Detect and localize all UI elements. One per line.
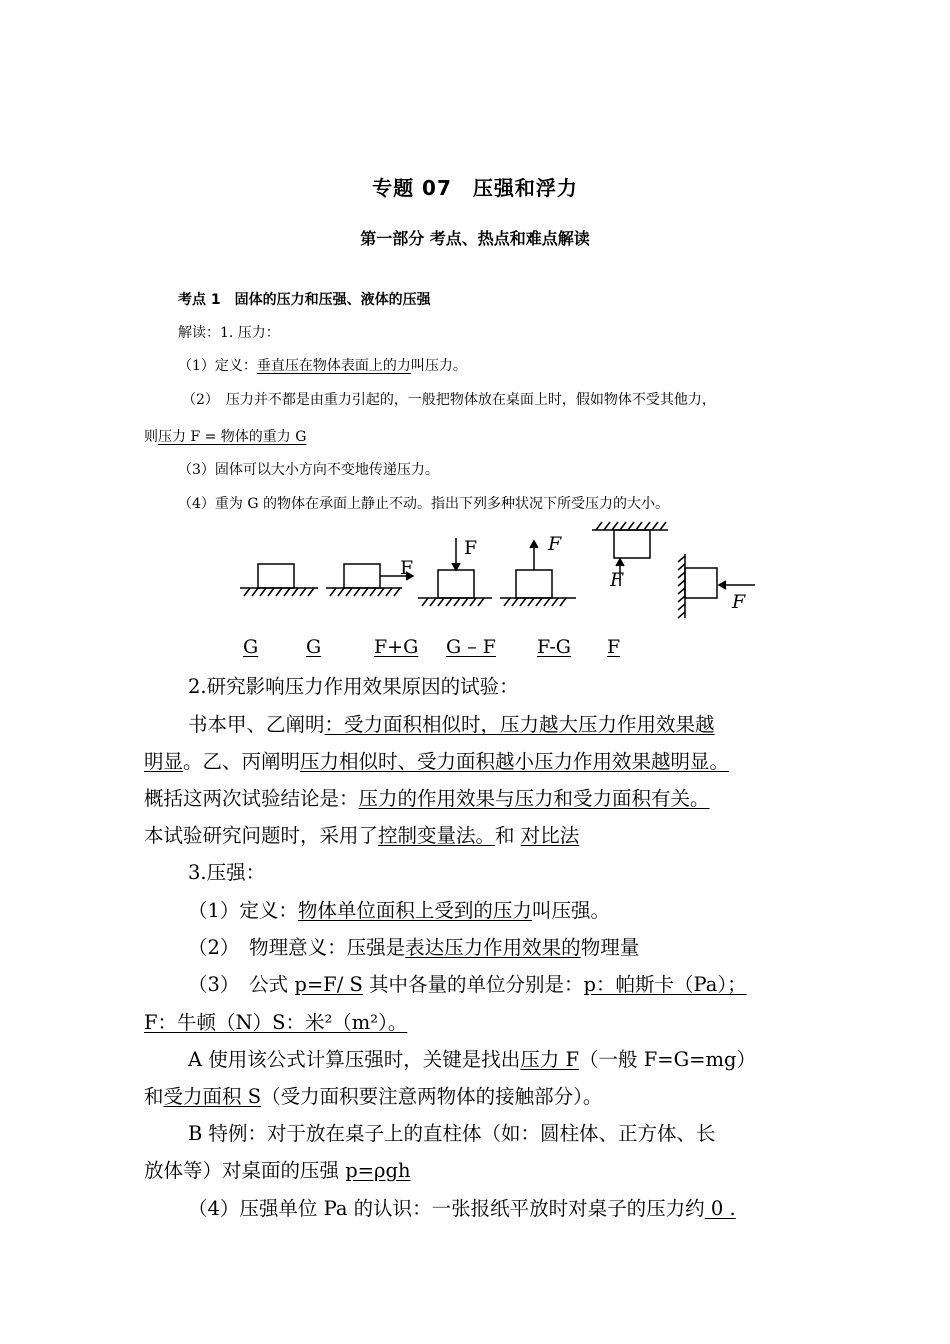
answer: F-G: [537, 636, 571, 658]
section-2-line: 本试验研究问题时，采用了控制变量法。和 对比法: [144, 824, 580, 847]
jiedu-line: 解读：1. 压力：: [178, 325, 280, 341]
force-diagrams: [230, 518, 770, 628]
answer: F: [607, 636, 621, 658]
paragraph-2: （2） 压力并不都是由重力引起的，一般把物体放在桌面上时，假如物体不受其他力，: [182, 392, 716, 408]
force-label: F: [548, 533, 562, 555]
section-3-line: B 特例：对于放在桌子上的直柱体（如：圆柱体、正方体、长: [188, 1122, 716, 1145]
answer: F+G: [374, 636, 419, 658]
kaodian-heading: 考点 1 固体的压力和压强、液体的压强: [178, 292, 431, 308]
answer: G – F: [446, 636, 496, 658]
section-3-line: 和受力面积 S（受力面积要注意两物体的接触部分）。: [144, 1085, 603, 1108]
paragraph-4: （4）重为 G 的物体在承面上静止不动。指出下列多种状况下所受压力的大小。: [178, 496, 669, 512]
section-3-line: 放体等）对桌面的压强 p=ρgh: [144, 1159, 411, 1182]
section-2-heading: 2.研究影响压力作用效果原因的试验：: [188, 675, 519, 698]
paragraph-3: （3）固体可以大小方向不变地传递压力。: [178, 462, 439, 478]
force-label: F: [400, 557, 414, 579]
force-label: F: [610, 569, 624, 591]
section-3-line: （2） 物理意义：压强是表达压力作用效果的物理量: [188, 936, 640, 959]
page-title: 专题 07 压强和浮力: [372, 176, 578, 200]
section-3-heading: 3.压强：: [188, 861, 266, 884]
section-2-line: 概括这两次试验结论是：压力的作用效果与压力和受力面积有关。: [144, 787, 710, 810]
answer: G: [306, 636, 322, 658]
section-subtitle: 第一部分 考点、热点和难点解读: [360, 229, 590, 248]
section-3-line: （1）定义：物体单位面积上受到的压力叫压强。: [188, 899, 610, 922]
paragraph-2-cont: 则压力 F = 物体的重力 G: [144, 429, 307, 445]
answer: G: [243, 636, 259, 658]
force-label: F: [732, 591, 746, 613]
section-3-line: F：牛顿（N）S：米²（m²）。: [144, 1011, 408, 1034]
section-3-line: A 使用该公式计算压强时，关键是找出压力 F（一般 F=G=mg）: [188, 1048, 756, 1071]
paragraph-1: （1）定义：垂直压在物体表面上的力叫压力。: [178, 358, 467, 374]
section-2-line: 明显。乙、丙阐明压力相似时、受力面积越小压力作用效果越明显。: [144, 750, 730, 773]
section-3-line: （3） 公式 p=F/ S 其中各量的单位分别是：p：帕斯卡（Pa）；: [188, 973, 747, 996]
force-label: F: [464, 537, 478, 559]
section-2-line: 书本甲、乙阐明：受力面积相似时，压力越大压力作用效果越: [188, 713, 715, 736]
section-3-line: （4）压强单位 Pa 的认识：一张报纸平放时对桌子的压力约 0 .: [188, 1197, 736, 1220]
